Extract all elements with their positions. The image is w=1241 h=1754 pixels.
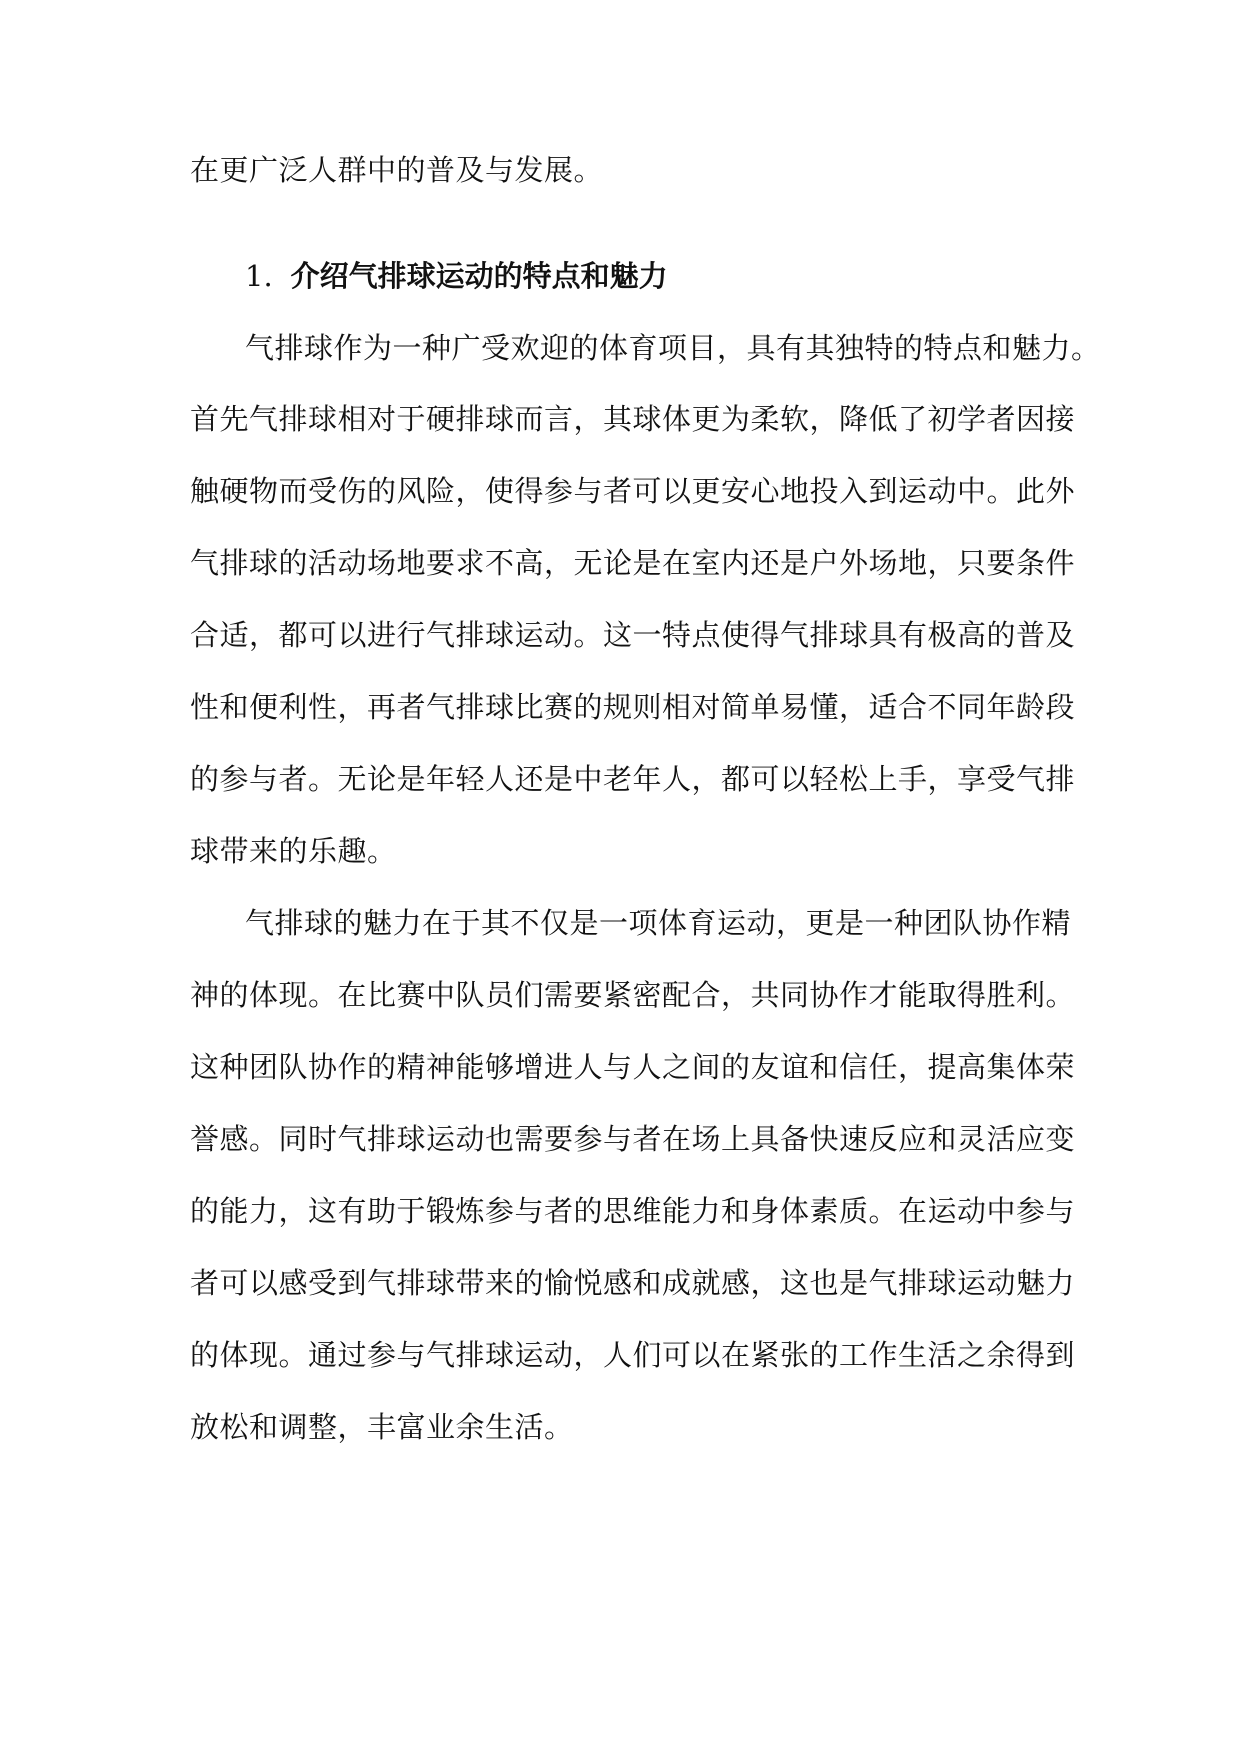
paragraph-1-line: 气排球的活动场地要求不高，无论是在室内还是户外场地，只要条件 (190, 546, 1076, 580)
paragraph-2-line: 气排球的魅力在于其不仅是一项体育运动，更是一种团队协作精 (245, 906, 1072, 940)
paragraph-1-line: 合适，都可以进行气排球运动。这一特点使得气排球具有极高的普及 (190, 618, 1076, 652)
paragraph-2-line: 者可以感受到气排球带来的愉悦感和成就感，这也是气排球运动魅力 (190, 1266, 1076, 1300)
paragraph-1-line: 性和便利性，再者气排球比赛的规则相对简单易懂，适合不同年龄段 (190, 690, 1076, 724)
paragraph-2-line: 的体现。通过参与气排球运动，人们可以在紧张的工作生活之余得到 (190, 1338, 1076, 1372)
paragraph-1-line: 气排球作为一种广受欢迎的体育项目，具有其独特的特点和魅力。 (245, 331, 1101, 365)
paragraph-2-line: 神的体现。在比赛中队员们需要紧密配合，共同协作才能取得胜利。 (190, 978, 1076, 1012)
heading-number: 1. (245, 259, 273, 293)
paragraph-1-line: 的参与者。无论是年轻人还是中老年人，都可以轻松上手，享受气排 (190, 762, 1076, 796)
paragraph-2-line: 放松和调整，丰富业余生活。 (190, 1410, 574, 1444)
section-heading (245, 258, 668, 294)
paragraph-1-line: 球带来的乐趣。 (190, 834, 397, 868)
paragraph-1-line: 触硬物而受伤的风险，使得参与者可以更安心地投入到运动中。此外 (190, 474, 1076, 508)
paragraph-2-line: 的能力，这有助于锻炼参与者的思维能力和身体素质。在运动中参与 (190, 1194, 1076, 1228)
heading-title: 介绍气排球运动的特点和魅力 (290, 259, 668, 293)
paragraph-2-line: 誉感。同时气排球运动也需要参与者在场上具备快速反应和灵活应变 (190, 1122, 1076, 1156)
text-line: 在更广泛人群中的普及与发展。 (190, 153, 604, 187)
paragraph-2-line: 这种团队协作的精神能够增进人与人之间的友谊和信任，提高集体荣 (190, 1050, 1076, 1084)
paragraph-1-line: 首先气排球相对于硬排球而言，其球体更为柔软，降低了初学者因接 (190, 402, 1076, 436)
